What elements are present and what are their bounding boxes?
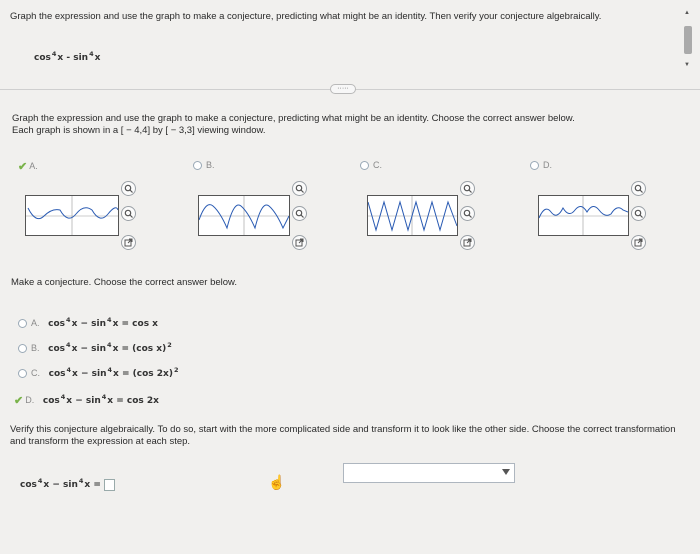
part2-instruction: Graph the expression and use the graph to make a conjecture, predicting what might be an identity. Choose the correct answer below. Each graph is shown in a [ − 4,4] by [ − 3,3] viewing window. bbox=[12, 113, 575, 136]
graph-option-a[interactable]: ✔ A. bbox=[18, 161, 38, 173]
checkmark-icon: ✔ bbox=[14, 394, 24, 407]
zoom-out-icon[interactable] bbox=[631, 206, 646, 221]
radio-d[interactable] bbox=[530, 161, 539, 170]
open-external-icon[interactable] bbox=[631, 235, 646, 250]
scroll-down-icon[interactable]: ▼ bbox=[684, 62, 690, 68]
open-external-icon[interactable] bbox=[460, 235, 475, 250]
part1-expression: $\cos^4x - \sin^4x$ bbox=[34, 50, 101, 63]
zoom-in-icon[interactable] bbox=[121, 181, 136, 196]
conjecture-option-c[interactable]: C. $\cos^4x - \sin^4x = (\cos$ 2x)$^2$ bbox=[18, 366, 180, 379]
zoom-out-icon[interactable] bbox=[460, 206, 475, 221]
scroll-up-icon[interactable]: ▲ bbox=[684, 10, 690, 16]
zoom-in-icon[interactable] bbox=[631, 181, 646, 196]
graph-option-c[interactable]: C. bbox=[360, 160, 382, 171]
conjecture-prompt: Make a conjecture. Choose the correct answer below. bbox=[11, 277, 238, 288]
graph-c[interactable] bbox=[367, 195, 458, 236]
graph-option-b[interactable]: B. bbox=[193, 160, 215, 171]
answer-input[interactable] bbox=[104, 479, 115, 491]
radio-c[interactable] bbox=[360, 161, 369, 170]
graph-option-d[interactable]: D. bbox=[530, 160, 552, 171]
conjecture-option-b[interactable]: B. $\cos^4x - \sin^4x = (\cos$ x)$^2$ bbox=[18, 341, 173, 354]
graph-a[interactable] bbox=[25, 195, 119, 236]
radio-c[interactable] bbox=[18, 369, 27, 378]
conjecture-option-a[interactable]: A. $\cos^4x - \sin^4x = \cos x$ bbox=[18, 316, 158, 329]
open-external-icon[interactable] bbox=[292, 235, 307, 250]
zoom-in-icon[interactable] bbox=[460, 181, 475, 196]
transformation-dropdown[interactable] bbox=[343, 463, 515, 483]
chevron-down-icon bbox=[502, 469, 510, 475]
radio-b[interactable] bbox=[18, 344, 27, 353]
part1-instruction: Graph the expression and use the graph to make a conjecture, predicting what might be an identity. Then verify your conjecture algebraically. bbox=[10, 11, 602, 22]
graph-d[interactable] bbox=[538, 195, 629, 236]
radio-a[interactable] bbox=[18, 319, 27, 328]
zoom-out-icon[interactable] bbox=[292, 206, 307, 221]
open-external-icon[interactable] bbox=[121, 235, 136, 250]
conjecture-option-d[interactable]: ✔ D. $\cos^4x - \sin^4x = \cos 2x$ bbox=[14, 393, 159, 407]
verify-instruction: Verify this conjecture algebraically. To do so, start with the more complicated side and transform it to look like the other side. Choose the correct transformation and transform the expression at each step. bbox=[10, 424, 676, 447]
zoom-out-icon[interactable] bbox=[121, 206, 136, 221]
verify-expression: $\cos^4x - \sin^4x$ = bbox=[20, 477, 115, 491]
graph-b[interactable] bbox=[198, 195, 290, 236]
radio-b[interactable] bbox=[193, 161, 202, 170]
scroll-thumb[interactable] bbox=[684, 26, 692, 54]
cursor-icon: ☝ bbox=[268, 474, 286, 490]
checkmark-icon: ✔ bbox=[18, 161, 28, 173]
expand-button[interactable]: ····· bbox=[330, 84, 356, 94]
zoom-in-icon[interactable] bbox=[292, 181, 307, 196]
scrollbar[interactable] bbox=[682, 10, 694, 70]
